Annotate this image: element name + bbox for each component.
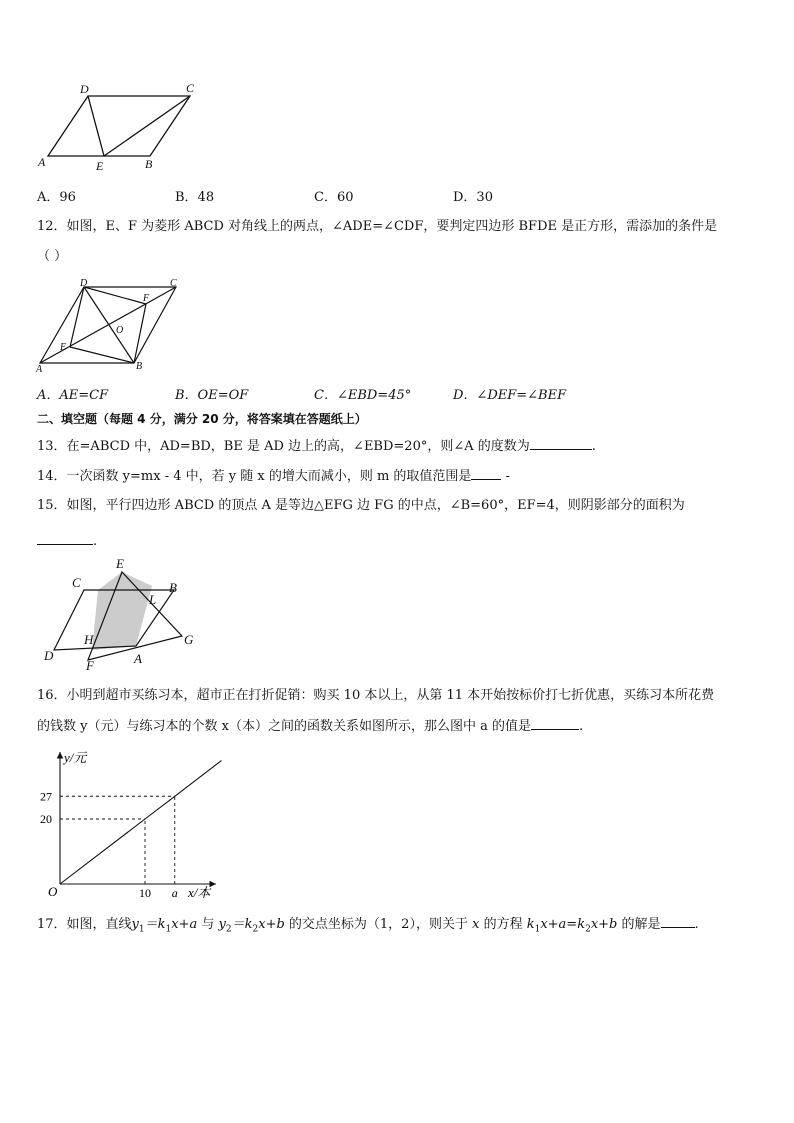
q17-prefix: 17．如图，直线 [37, 917, 132, 932]
q16-question-line1: 16．小明到超市买练习本，超市正在打折促销：购买 10 本以上，从第 11 本开始按标价打七折优惠，买练习本所花费 [37, 688, 715, 703]
q17-s2: 2 [225, 924, 232, 935]
q13-text: 13．在=ABCD 中，AD=BD，BE 是 AD 边上的高，∠EBD=20°，则∠A 的度数为 [37, 439, 530, 454]
q14-end: - [501, 469, 510, 484]
q11-option-a: A．96 [37, 190, 76, 205]
q17-question [37, 915, 699, 939]
q17-answer-blank[interactable] [661, 915, 695, 928]
q17-eq2: ＝k [231, 917, 253, 932]
q15-question-line1: 15．如图，平行四边形 ABCD 的顶点 A 是等边△EFG 边 FG 的中点，∠B=60°，EF=4，则阴影部分的面积为 [37, 498, 685, 513]
figure-q11-parallelogram [30, 78, 210, 174]
label-O: O [116, 325, 124, 336]
label-D: D [44, 648, 54, 663]
q15-answer-blank[interactable] [37, 532, 93, 545]
q14-answer-blank[interactable] [471, 467, 501, 480]
q14-text: 14．一次函数 y=mx - 4 中，若 y 随 x 的增大而减小，则 m 的取值范围是 [37, 469, 472, 484]
q12-option-d: D．∠DEF=∠BEF [453, 388, 567, 403]
section-title-fill-in: 二、填空题（每题 4 分，满分 20 分，将答案填在答题纸上） [37, 412, 367, 426]
q12-option-c: C．∠EBD=45° [314, 388, 412, 403]
q17-s1: 1 [138, 924, 145, 935]
q12-option-a: A．AE=CF [37, 388, 109, 403]
label-E: E [116, 556, 124, 571]
label-E: E [60, 342, 67, 353]
label-E: E [96, 159, 104, 173]
x-tick-label-a: a [171, 886, 178, 900]
q17-e1b: x+a=k [540, 917, 586, 932]
label-F: F [86, 658, 94, 672]
label-B: B [169, 580, 177, 595]
origin-label: O [48, 884, 58, 899]
label-C: C [170, 278, 177, 289]
q17-eq2b: x+b [258, 917, 285, 932]
x-tick-label-10: 10 [139, 886, 151, 900]
q17-end: . [694, 917, 699, 932]
series-line [60, 761, 222, 885]
q17-eq1: ＝k [144, 917, 166, 932]
q11-option-d: D．30 [453, 190, 493, 205]
label-A: A [36, 364, 43, 373]
q14-question [37, 467, 510, 486]
label-B: B [136, 361, 143, 372]
y-axis-label: y/元 [64, 750, 87, 765]
q16-text: 的钱数 y（元）与练习本的个数 x（本）之间的函数关系如图所示，那么图中 a 的值是 [37, 719, 531, 734]
label-A: A [134, 651, 142, 666]
label-H: H [84, 632, 94, 647]
q17-y2: y [218, 917, 226, 932]
q17-e1s: 1 [534, 924, 541, 935]
q15-end: . [93, 534, 98, 549]
q17-y1: y [131, 917, 139, 932]
label-D: D [80, 278, 88, 289]
figure-q12-rhombus [30, 277, 190, 373]
q13-end: . [591, 439, 596, 454]
q17-e2b: x+b [590, 917, 618, 932]
q12-option-b: B．OE=OF [175, 388, 249, 403]
label-B: B [145, 157, 153, 171]
q17-mid: 与 [197, 917, 219, 932]
q12-question-line2: （ ） [37, 249, 68, 264]
x-axis-label: x/本 [188, 885, 211, 900]
q13-question [37, 437, 596, 456]
y-tick-label-20: 20 [40, 812, 52, 826]
q13-answer-blank[interactable] [530, 437, 592, 450]
q17-mid4: 的解是 [617, 917, 661, 932]
shaded-region [92, 572, 152, 650]
label-A: A [38, 155, 46, 169]
q17-k2s: 2 [252, 924, 259, 935]
q16-end: . [578, 719, 584, 734]
q15-question-line2 [37, 532, 97, 551]
y-tick-label-27: 27 [40, 789, 52, 804]
q17-x: x [472, 917, 480, 932]
q11-option-c: C．60 [314, 190, 354, 205]
figure-q15-parallelogram-triangle [38, 556, 208, 672]
label-G: G [184, 632, 194, 647]
q17-e1: k [526, 917, 535, 932]
q16-answer-blank[interactable] [531, 717, 579, 730]
label-F: F [143, 293, 150, 304]
q11-option-b: B．48 [175, 190, 215, 205]
q17-mid2: 的交点坐标为（1，2），则关于 [284, 917, 473, 932]
q17-mid3: 的方程 [479, 917, 527, 932]
q16-function-chart [30, 744, 230, 904]
label-C: C [186, 81, 195, 95]
q16-question-line2 [37, 717, 583, 736]
label-C: C [72, 575, 81, 590]
q17-eq1b: x+a [171, 917, 198, 932]
label-D: D [80, 82, 89, 96]
q12-question-line1: 12．如图，E、F 为菱形 ABCD 对角线上的两点，∠ADE=∠CDF，要判定四边形 BFDE 是正方形，需添加的条件是 [37, 219, 718, 234]
q17-k1s: 1 [165, 924, 172, 935]
q17-e2s: 2 [585, 924, 591, 935]
label-L: L [149, 592, 157, 607]
